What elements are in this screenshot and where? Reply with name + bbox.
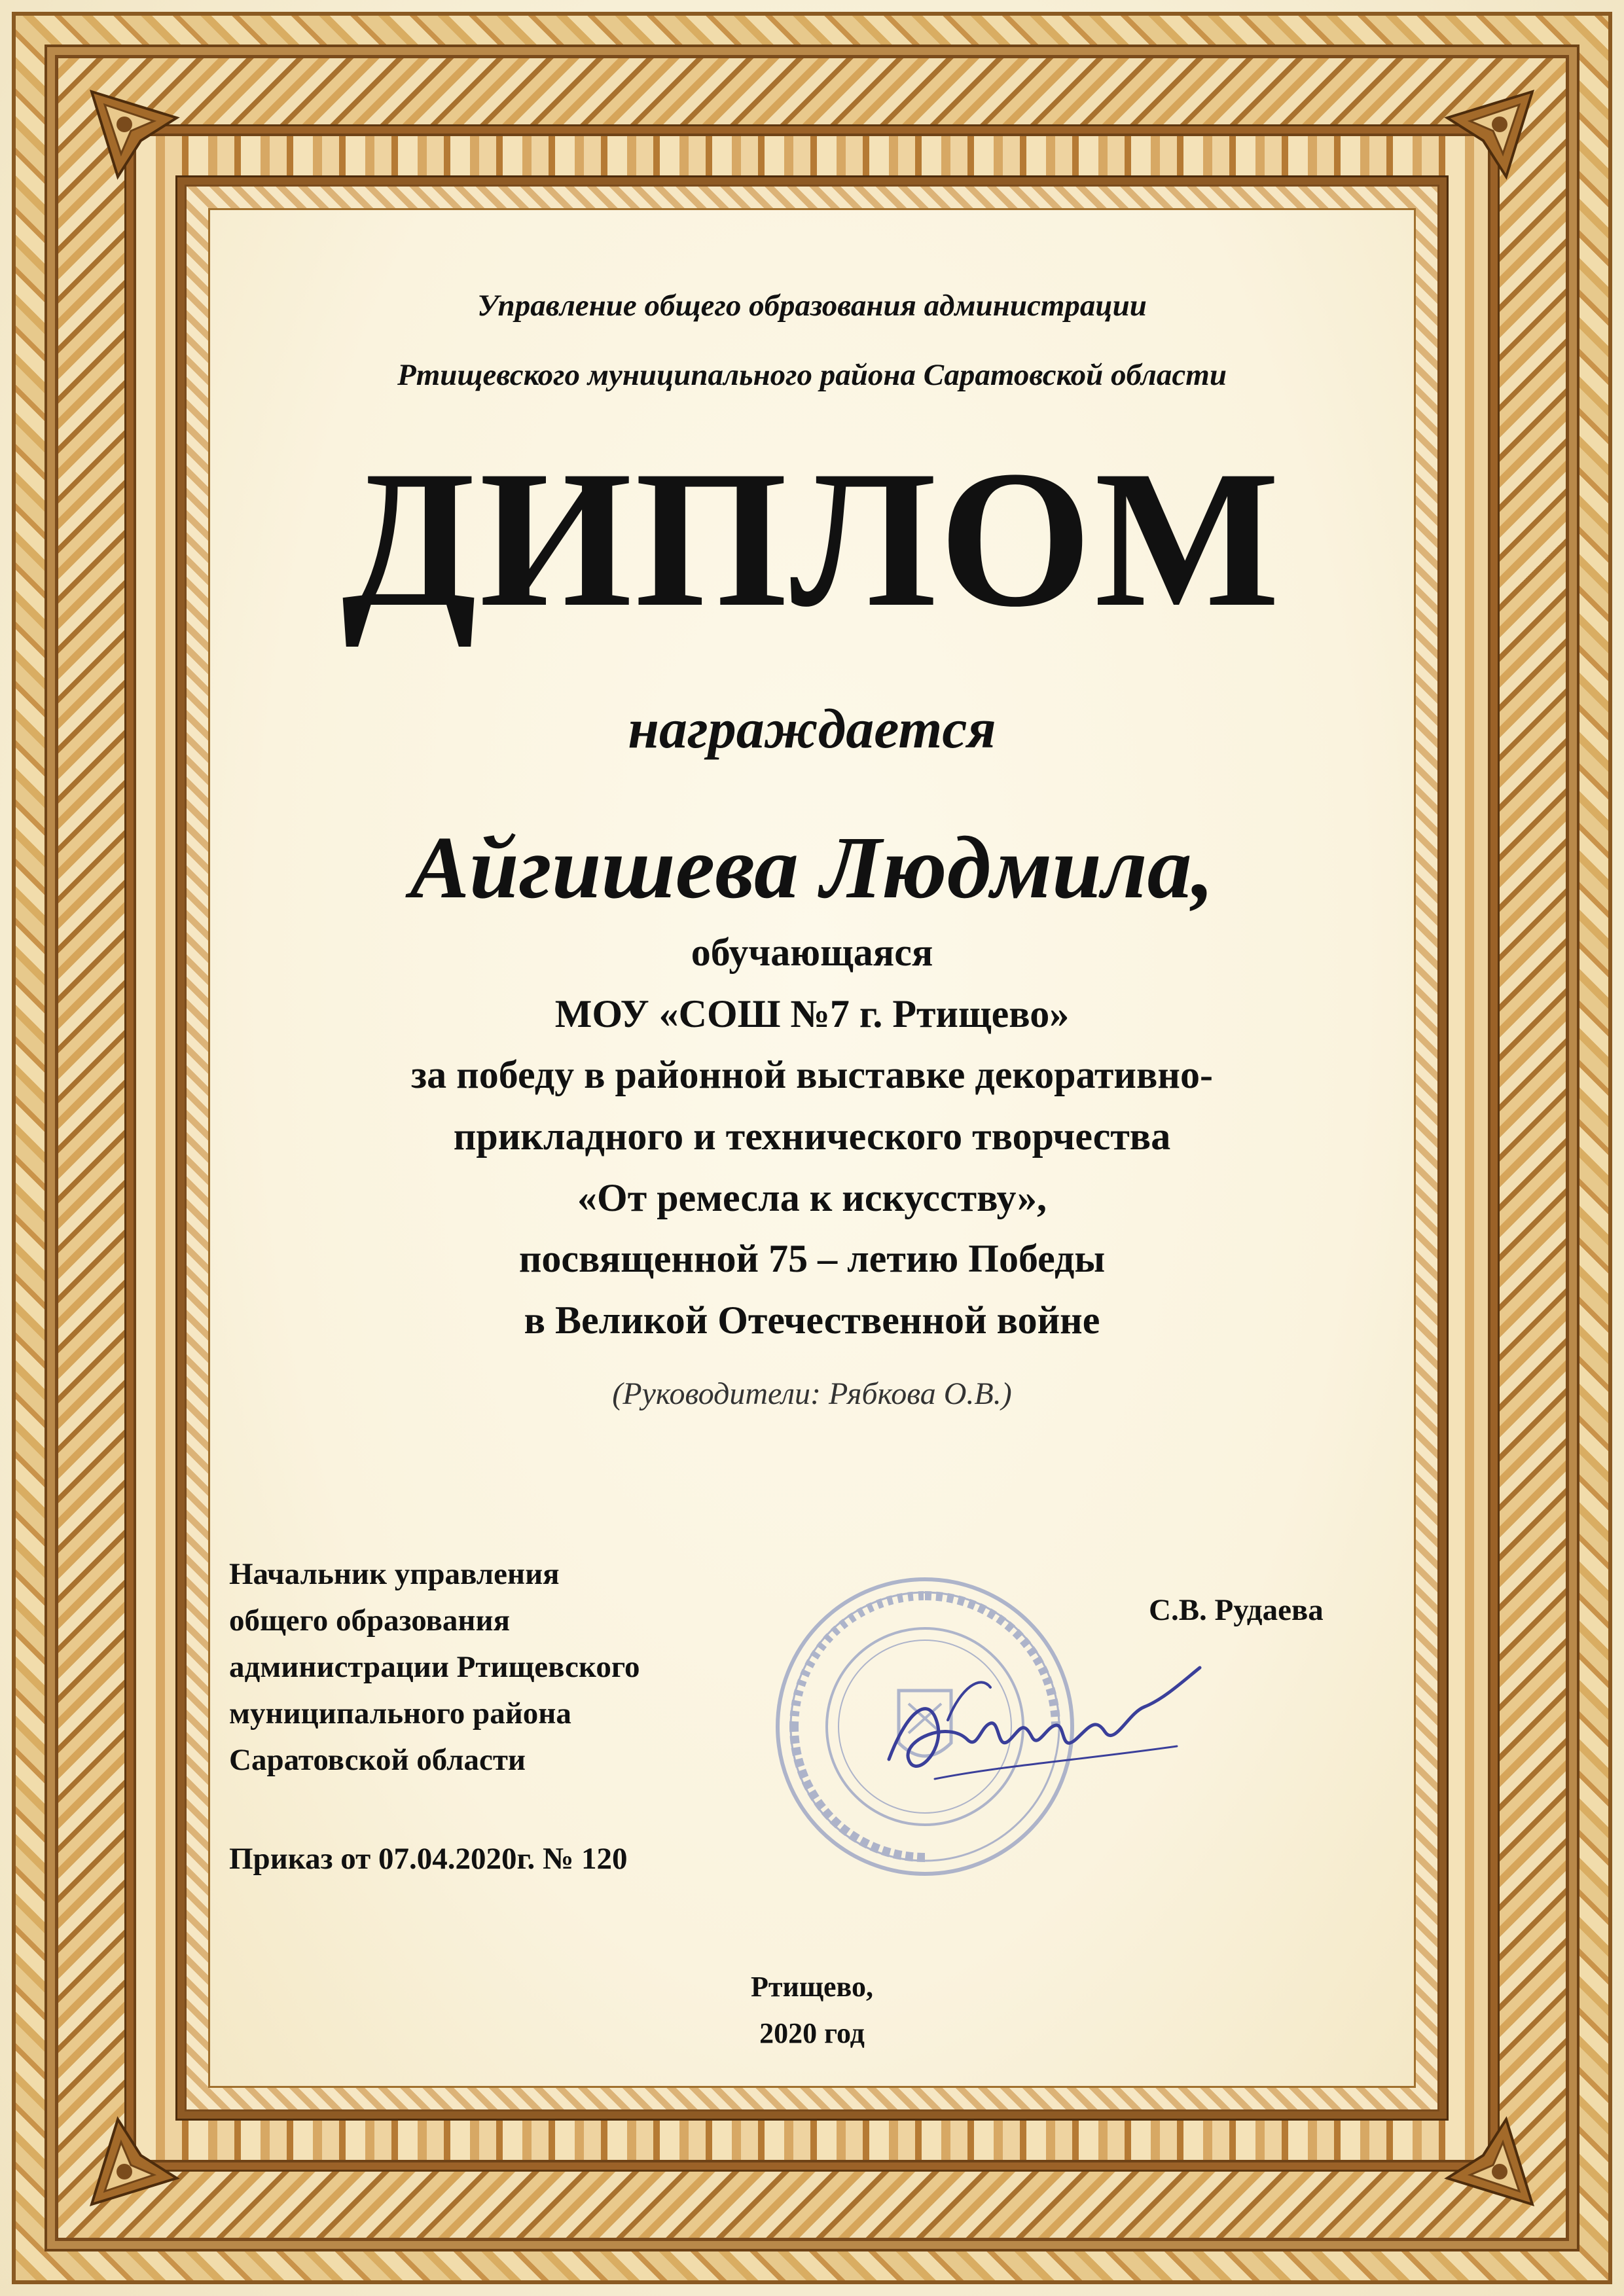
- signatory-position-line: Начальник управления: [229, 1557, 560, 1591]
- award-reason-line-2: прикладного и технического творчества: [453, 1115, 1171, 1158]
- issue-year: 2020 год: [759, 2017, 865, 2049]
- signatory-position-line: общего образования: [229, 1604, 511, 1638]
- recipient-name: Айгишева Людмила,: [410, 819, 1214, 917]
- issuer-line-2: Ртищевского муниципального района Саратовской области: [397, 358, 1227, 392]
- supervisor-note: (Руководители: Рябкова О.В.): [612, 1376, 1012, 1411]
- issue-place: Ртищево,: [751, 1971, 873, 2003]
- dedication-line-1: посвященной 75 – летию Победы: [518, 1237, 1106, 1280]
- order-reference: Приказ от 07.04.2020г. № 120: [229, 1842, 628, 1876]
- dedication-line-2: в Великой Отечественной войне: [524, 1299, 1100, 1342]
- recipient-status: обучающаяся: [691, 931, 933, 974]
- exhibition-name: «От ремесла к искусству»,: [577, 1176, 1047, 1219]
- issuer-line-1: Управление общего образования администрации: [477, 289, 1147, 323]
- diploma-content: [208, 208, 1416, 2088]
- school-name: МОУ «СОШ №7 г. Ртищево»: [554, 992, 1070, 1035]
- signatory-name: С.В. Рудаева: [1149, 1593, 1324, 1627]
- signatory-position: [229, 1551, 818, 1784]
- signatory-position-line: муниципального района: [229, 1696, 571, 1731]
- diploma-title: ДИПЛОМ: [341, 430, 1283, 647]
- corner-ornament-icon: [1434, 79, 1545, 190]
- handwritten-signature-icon: [869, 1648, 1210, 1812]
- corner-ornament-icon: [79, 79, 190, 190]
- award-reason-line-1: за победу в районной выставке декоративно-: [411, 1053, 1213, 1096]
- signatory-position-line: Саратовской области: [229, 1743, 526, 1777]
- signatory-position-line: администрации Ртищевского: [229, 1650, 640, 1684]
- corner-ornament-icon: [79, 2106, 190, 2217]
- corner-ornament-icon: [1434, 2106, 1545, 2217]
- awarded-label: награждается: [628, 697, 996, 760]
